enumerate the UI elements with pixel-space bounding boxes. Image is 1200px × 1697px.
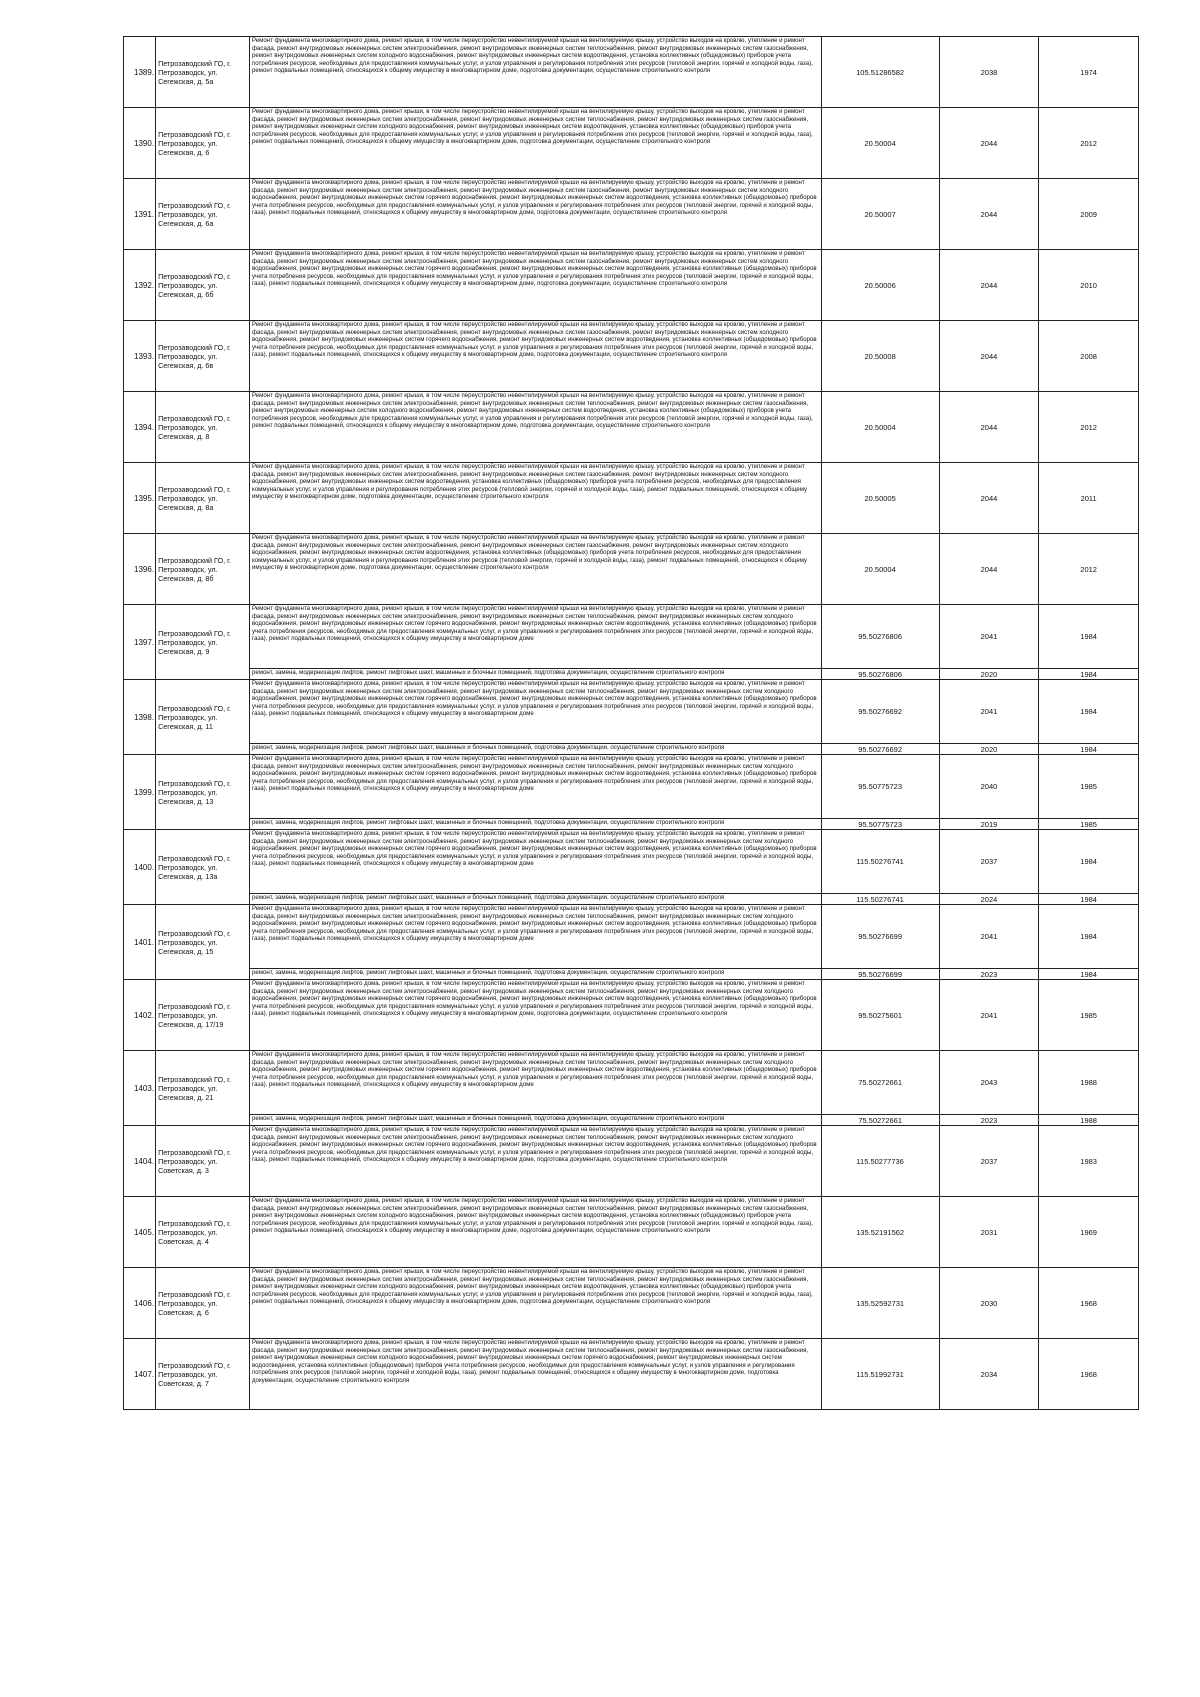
cost-cell: 105.51286582: [821, 37, 939, 108]
table-row: [124, 1126, 1139, 1197]
lift-built-year-cell: 1984: [1039, 744, 1139, 755]
built-year-cell: 2012: [1039, 108, 1139, 179]
row-number: 1400.: [124, 830, 156, 905]
planned-year-cell: 2044: [939, 250, 1039, 321]
cost-cell: 95.50276699: [821, 905, 939, 969]
row-number: 1396.: [124, 534, 156, 605]
works-cell: [250, 463, 822, 534]
cost-cell: 95.50775723: [821, 755, 939, 819]
table-row: [124, 830, 1139, 894]
planned-year-cell: 2041: [939, 605, 1039, 669]
built-year-cell: 1984: [1039, 905, 1139, 969]
lift-works-text: ремонт, замена, модернизация лифтов, ремонт лифтовых шахт, машинных и блочных помещений, подготовка документации, осуществление строительного контроля: [252, 744, 725, 751]
table-row: [124, 680, 1139, 744]
works-text: Ремонт фундамента многоквартирного дома, ремонт крыши, в том числе переустройство невентилируемой крыши на вентилируемую крышу, устройство выходов на кровлю, утепление и ремонт фасада, ремонт внутридомовых инженерных систем электроснабжения, ремонт внутридомовых инженерных систем теплоснабжения, ремонт внутридомовых инженерных систем холодного водоснабжения, ремонт внутридомовых инженерных систем горячего водоснабжения, ремонт внутридомовых инженерных систем водоотведения, установка коллективных (общедомовых) приборов учета потребления ресурсов, необходимых для предоставления коммунальных услуг, и узлов управления и регулирования потребления этих ресурсов (тепловой энергии, горячей и холодной воды, газа), ремонт подвальных помещений, относящихся к общему имуществу в многоквартирном доме: [252, 905, 817, 942]
works-cell: [250, 179, 822, 250]
row-number: 1406.: [124, 1268, 156, 1339]
address-cell: Петрозаводский ГО, г. Петрозаводск, ул. Сегежская, д. 5а: [156, 37, 250, 108]
table-row: [124, 463, 1139, 534]
built-year-cell: 2008: [1039, 321, 1139, 392]
lift-built-year-cell: 1984: [1039, 969, 1139, 980]
lift-built-year-cell: 1985: [1039, 819, 1139, 830]
lift-cost-cell: 95.50775723: [821, 819, 939, 830]
row-number: 1399.: [124, 755, 156, 830]
cost-cell: 20.50007: [821, 179, 939, 250]
table-subrow-lifts: [124, 1115, 1139, 1126]
address-cell: Петрозаводский ГО, г. Петрозаводск, ул. Сегежская, д. 15: [156, 905, 250, 980]
planned-year-cell: 2040: [939, 755, 1039, 819]
works-text: Ремонт фундамента многоквартирного дома, ремонт крыши, в том числе переустройство невентилируемой крыши на вентилируемую крышу, устройство выходов на кровлю, утепление и ремонт фасада, ремонт внутридомовых инженерных систем электроснабжения, ремонт внутридомовых инженерных систем теплоснабжения, ремонт внутридомовых инженерных систем холодного водоснабжения, ремонт внутридомовых инженерных систем горячего водоснабжения, ремонт внутридомовых инженерных систем водоотведения, установка коллективных (общедомовых) приборов учета потребления ресурсов, необходимых для предоставления коммунальных услуг, и узлов управления и регулирования потребления этих ресурсов (тепловой энергии, горячей и холодной воды, газа), ремонт подвальных помещений, относящихся к общему имуществу в многоквартирном доме: [252, 1051, 817, 1088]
address-cell: Петрозаводский ГО, г. Петрозаводск, ул. Советская, д. 4: [156, 1197, 250, 1268]
table-row: [124, 1339, 1139, 1410]
built-year-cell: 1984: [1039, 680, 1139, 744]
works-cell: [250, 905, 822, 969]
lift-planned-year-cell: 2020: [939, 669, 1039, 680]
cost-cell: 20.50005: [821, 463, 939, 534]
works-cell: [250, 980, 822, 1051]
cost-cell: 115.51992731: [821, 1339, 939, 1410]
table-row: [124, 605, 1139, 669]
table-subrow-lifts: [124, 969, 1139, 980]
planned-year-cell: 2037: [939, 1126, 1039, 1197]
built-year-cell: 1974: [1039, 37, 1139, 108]
lift-works-text: ремонт, замена, модернизация лифтов, ремонт лифтовых шахт, машинных и блочных помещений, подготовка документации, осуществление строительного контроля: [252, 969, 725, 976]
lift-works-text: ремонт, замена, модернизация лифтов, ремонт лифтовых шахт, машинных и блочных помещений, подготовка документации, осуществление строительного контроля: [252, 1115, 725, 1122]
built-year-cell: 1969: [1039, 1197, 1139, 1268]
cost-cell: 95.50276692: [821, 680, 939, 744]
works-text: Ремонт фундамента многоквартирного дома, ремонт крыши, в том числе переустройство невентилируемой крыши на вентилируемую крышу, устройство выходов на кровлю, утепление и ремонт фасада, ремонт внутридомовых инженерных систем электроснабжения, ремонт внутридомовых инженерных систем теплоснабжения, ремонт внутридомовых инженерных систем газоснабжения, ремонт внутридомовых инженерных систем холодного водоснабжения, ремонт внутридомовых инженерных систем водоотведения, установка коллективных (общедомовых) приборов учета потребления ресурсов, необходимых для предоставления коммунальных услуг, и узлов управления и регулирования потребления этих ресурсов (тепловой энергии, горячей и холодной воды, газа), ремонт подвальных помещений, относящихся к общему имуществу в многоквартирном доме, подготовка документации, осуществление строительного контроля: [252, 37, 813, 74]
works-cell: [250, 605, 822, 669]
row-number: 1391.: [124, 179, 156, 250]
works-cell: [250, 250, 822, 321]
works-cell: [250, 1197, 822, 1268]
cost-cell: 115.50276741: [821, 830, 939, 894]
row-number: 1392.: [124, 250, 156, 321]
row-number: 1398.: [124, 680, 156, 755]
built-year-cell: 1984: [1039, 830, 1139, 894]
works-cell: [250, 1339, 822, 1410]
table-row: [124, 905, 1139, 969]
row-number: 1407.: [124, 1339, 156, 1410]
works-text: Ремонт фундамента многоквартирного дома, ремонт крыши, в том числе переустройство невентилируемой крыши на вентилируемую крышу, устройство выходов на кровлю, утепление и ремонт фасада, ремонт внутридомовых инженерных систем электроснабжения, ремонт внутридомовых инженерных систем теплоснабжения, ремонт внутридомовых инженерных систем холодного водоснабжения, ремонт внутридомовых инженерных систем горячего водоснабжения, ремонт внутридомовых инженерных систем водоотведения, установка коллективных (общедомовых) приборов учета потребления ресурсов, необходимых для предоставления коммунальных услуг, и узлов управления и регулирования потребления этих ресурсов (тепловой энергии, горячей и холодной воды, газа), ремонт подвальных помещений, относящихся к общему имуществу в многоквартирном доме: [252, 605, 817, 642]
cost-cell: 115.50277736: [821, 1126, 939, 1197]
row-number: 1404.: [124, 1126, 156, 1197]
table-row: [124, 108, 1139, 179]
planned-year-cell: 2041: [939, 905, 1039, 969]
works-text: Ремонт фундамента многоквартирного дома, ремонт крыши, в том числе переустройство невентилируемой крыши на вентилируемую крышу, устройство выходов на кровлю, утепление и ремонт фасада, ремонт внутридомовых инженерных систем электроснабжения, ремонт внутридомовых инженерных систем теплоснабжения, ремонт внутридомовых инженерных систем холодного водоснабжения, ремонт внутридомовых инженерных систем горячего водоснабжения, ремонт внутридомовых инженерных систем водоотведения, установка коллективных (общедомовых) приборов учета потребления ресурсов, необходимых для предоставления коммунальных услуг, и узлов управления и регулирования потребления этих ресурсов (тепловой энергии, горячей и холодной воды, газа), ремонт подвальных помещений, относящихся к общему имуществу в многоквартирном доме: [252, 830, 817, 867]
cost-cell: 75.50272661: [821, 1051, 939, 1115]
row-number: 1403.: [124, 1051, 156, 1126]
works-text: Ремонт фундамента многоквартирного дома, ремонт крыши, в том числе переустройство невентилируемой крыши на вентилируемую крышу, устройство выходов на кровлю, утепление и ремонт фасада, ремонт внутридомовых инженерных систем электроснабжения, ремонт внутридомовых инженерных систем теплоснабжения, ремонт внутридомовых инженерных систем холодного водоснабжения, ремонт внутридомовых инженерных систем горячего водоснабжения, ремонт внутридомовых инженерных систем водоотведения, установка коллективных (общедомовых) приборов учета потребления ресурсов, необходимых для предоставления коммунальных услуг, и узлов управления и регулирования потребления этих ресурсов (тепловой энергии, горячей и холодной воды, газа), ремонт подвальных помещений, относящихся к общему имуществу в многоквартирном доме, подготовка документации, осуществление строительного контроля: [252, 980, 817, 1017]
address-cell: Петрозаводский ГО, г. Петрозаводск, ул. Сегежская, д. 13а: [156, 830, 250, 905]
lift-works-cell: [250, 1115, 822, 1126]
lift-planned-year-cell: 2020: [939, 744, 1039, 755]
table-row: [124, 980, 1139, 1051]
row-number: 1402.: [124, 980, 156, 1051]
address-cell: Петрозаводский ГО, г. Петрозаводск, ул. Сегежская, д. 8а: [156, 463, 250, 534]
lift-works-text: ремонт, замена, модернизация лифтов, ремонт лифтовых шахт, машинных и блочных помещений, подготовка документации, осуществление строительного контроля: [252, 819, 725, 826]
works-cell: [250, 1051, 822, 1115]
works-text: Ремонт фундамента многоквартирного дома, ремонт крыши, в том числе переустройство невентилируемой крыши на вентилируемую крышу, устройство выходов на кровлю, утепление и ремонт фасада, ремонт внутридомовых инженерных систем электроснабжения, ремонт внутридомовых инженерных систем газоснабжения, ремонт внутридомовых инженерных систем холодного водоснабжения, ремонт внутридомовых инженерных систем водоотведения, установка коллективных (общедомовых) приборов учета потребления ресурсов, необходимых для предоставления коммунальных услуг, и узлов управления и регулирования потребления этих ресурсов (тепловой энергии, горячей и холодной воды, газа), ремонт подвальных помещений, относящихся к общему имуществу в многоквартирном доме, подготовка документации, осуществление строительного контроля: [252, 534, 808, 571]
address-cell: Петрозаводский ГО, г. Петрозаводск, ул. Сегежская, д. 6: [156, 108, 250, 179]
repair-program-table: [123, 36, 1139, 1410]
works-cell: [250, 830, 822, 894]
lift-cost-cell: 95.50276699: [821, 969, 939, 980]
address-cell: Петрозаводский ГО, г. Петрозаводск, ул. Советская, д. 3: [156, 1126, 250, 1197]
lift-works-cell: [250, 894, 822, 905]
lift-planned-year-cell: 2019: [939, 819, 1039, 830]
lift-works-text: ремонт, замена, модернизация лифтов, ремонт лифтовых шахт, машинных и блочных помещений, подготовка документации, осуществление строительного контроля: [252, 669, 725, 676]
built-year-cell: 2012: [1039, 534, 1139, 605]
built-year-cell: 2009: [1039, 179, 1139, 250]
cost-cell: 20.50004: [821, 534, 939, 605]
table-subrow-lifts: [124, 894, 1139, 905]
works-text: Ремонт фундамента многоквартирного дома, ремонт крыши, в том числе переустройство невентилируемой крыши на вентилируемую крышу, устройство выходов на кровлю, утепление и ремонт фасада, ремонт внутридомовых инженерных систем электроснабжения, ремонт внутридомовых инженерных систем газоснабжения, ремонт внутридомовых инженерных систем холодного водоснабжения, ремонт внутридомовых инженерных систем горячего водоснабжения, ремонт внутридомовых инженерных систем водоотведения, установка коллективных (общедомовых) приборов учета потребления ресурсов, необходимых для предоставления коммунальных услуг, и узлов управления и регулирования потребления этих ресурсов (тепловой энергии, горячей и холодной воды, газа), ремонт подвальных помещений, относящихся к общему имуществу в многоквартирном доме, подготовка документации, осуществление строительного контроля: [252, 250, 817, 287]
planned-year-cell: 2031: [939, 1197, 1039, 1268]
address-cell: Петрозаводский ГО, г. Петрозаводск, ул. Сегежская, д. 11: [156, 680, 250, 755]
works-cell: [250, 534, 822, 605]
table-row: [124, 1197, 1139, 1268]
address-cell: Петрозаводский ГО, г. Петрозаводск, ул. Сегежская, д. 8б: [156, 534, 250, 605]
address-cell: Петрозаводский ГО, г. Петрозаводск, ул. Сегежская, д. 8: [156, 392, 250, 463]
works-cell: [250, 108, 822, 179]
built-year-cell: 1984: [1039, 605, 1139, 669]
address-cell: Петрозаводский ГО, г. Петрозаводск, ул. Сегежская, д. 9: [156, 605, 250, 680]
lift-planned-year-cell: 2023: [939, 1115, 1039, 1126]
planned-year-cell: 2034: [939, 1339, 1039, 1410]
built-year-cell: 1985: [1039, 980, 1139, 1051]
address-cell: Петрозаводский ГО, г. Петрозаводск, ул. Советская, д. 6: [156, 1268, 250, 1339]
planned-year-cell: 2043: [939, 1051, 1039, 1115]
row-number: 1395.: [124, 463, 156, 534]
table-subrow-lifts: [124, 669, 1139, 680]
cost-cell: 135.52592731: [821, 1268, 939, 1339]
lift-planned-year-cell: 2024: [939, 894, 1039, 905]
cost-cell: 95.50276806: [821, 605, 939, 669]
works-text: Ремонт фундамента многоквартирного дома, ремонт крыши, в том числе переустройство невентилируемой крыши на вентилируемую крышу, устройство выходов на кровлю, утепление и ремонт фасада, ремонт внутридомовых инженерных систем электроснабжения, ремонт внутридомовых инженерных систем теплоснабжения, ремонт внутридомовых инженерных систем газоснабжения, ремонт внутридомовых инженерных систем холодного водоснабжения, ремонт внутридомовых инженерных систем водоотведения, установка коллективных (общедомовых) приборов учета потребления ресурсов, необходимых для предоставления коммунальных услуг, и узлов управления и регулирования потребления этих ресурсов (тепловой энергии, горячей и холодной воды, газа), ремонт подвальных помещений, относящихся к общему имуществу в многоквартирном доме, подготовка документации, осуществление строительного контроля: [252, 108, 813, 145]
planned-year-cell: 2044: [939, 392, 1039, 463]
planned-year-cell: 2044: [939, 179, 1039, 250]
works-cell: [250, 321, 822, 392]
lift-built-year-cell: 1984: [1039, 669, 1139, 680]
cost-cell: 20.50008: [821, 321, 939, 392]
works-text: Ремонт фундамента многоквартирного дома, ремонт крыши, в том числе переустройство невентилируемой крыши на вентилируемую крышу, устройство выходов на кровлю, утепление и ремонт фасада, ремонт внутридомовых инженерных систем электроснабжения, ремонт внутридомовых инженерных систем газоснабжения, ремонт внутридомовых инженерных систем холодного водоснабжения, ремонт внутридомовых инженерных систем горячего водоснабжения, ремонт внутридомовых инженерных систем водоотведения, установка коллективных (общедомовых) приборов учета потребления ресурсов, необходимых для предоставления коммунальных услуг, и узлов управления и регулирования потребления этих ресурсов (тепловой энергии, горячей и холодной воды, газа), ремонт подвальных помещений, относящихся к общему имуществу в многоквартирном доме, подготовка документации, осуществление строительного контроля: [252, 321, 817, 358]
works-text: Ремонт фундамента многоквартирного дома, ремонт крыши, в том числе переустройство невентилируемой крыши на вентилируемую крышу, устройство выходов на кровлю, утепление и ремонт фасада, ремонт внутридомовых инженерных систем электроснабжения, ремонт внутридомовых инженерных систем теплоснабжения, ремонт внутридомовых инженерных систем холодного водоснабжения, ремонт внутридомовых инженерных систем горячего водоснабжения, ремонт внутридомовых инженерных систем водоотведения, установка коллективных (общедомовых) приборов учета потребления ресурсов, необходимых для предоставления коммунальных услуг, и узлов управления и регулирования потребления этих ресурсов (тепловой энергии, горячей и холодной воды, газа), ремонт подвальных помещений, относящихся к общему имуществу в многоквартирном доме: [252, 680, 817, 717]
address-cell: Петрозаводский ГО, г. Петрозаводск, ул. Сегежская, д. 21: [156, 1051, 250, 1126]
table-subrow-lifts: [124, 819, 1139, 830]
works-cell: [250, 1126, 822, 1197]
row-number: 1390.: [124, 108, 156, 179]
table-row: [124, 321, 1139, 392]
built-year-cell: 1985: [1039, 755, 1139, 819]
table-subrow-lifts: [124, 744, 1139, 755]
cost-cell: 95.50275601: [821, 980, 939, 1051]
works-text: Ремонт фундамента многоквартирного дома, ремонт крыши, в том числе переустройство невентилируемой крыши на вентилируемую крышу, устройство выходов на кровлю, утепление и ремонт фасада, ремонт внутридомовых инженерных систем электроснабжения, ремонт внутридомовых инженерных систем теплоснабжения, ремонт внутридомовых инженерных систем газоснабжения, ремонт внутридомовых инженерных систем холодного водоснабжения, ремонт внутридомовых инженерных систем водоотведения, установка коллективных (общедомовых) приборов учета потребления ресурсов, необходимых для предоставления коммунальных услуг, и узлов управления и регулирования потребления этих ресурсов (тепловой энергии, горячей и холодной воды, газа), ремонт подвальных помещений, относящихся к общему имуществу в многоквартирном доме, подготовка документации, осуществление строительного контроля: [252, 1268, 813, 1305]
works-text: Ремонт фундамента многоквартирного дома, ремонт крыши, в том числе переустройство невентилируемой крыши на вентилируемую крышу, устройство выходов на кровлю, утепление и ремонт фасада, ремонт внутридомовых инженерных систем электроснабжения, ремонт внутридомовых инженерных систем теплоснабжения, ремонт внутридомовых инженерных систем холодного водоснабжения, ремонт внутридомовых инженерных систем горячего водоснабжения, ремонт внутридомовых инженерных систем водоотведения, установка коллективных (общедомовых) приборов учета потребления ресурсов, необходимых для предоставления коммунальных услуг, и узлов управления и регулирования потребления этих ресурсов (тепловой энергии, горячей и холодной воды, газа), ремонт подвальных помещений, относящихся к общему имуществу в многоквартирном доме, подготовка документации, осуществление строительного контроля: [252, 1126, 817, 1163]
row-number: 1389.: [124, 37, 156, 108]
row-number: 1394.: [124, 392, 156, 463]
planned-year-cell: 2044: [939, 321, 1039, 392]
works-text: Ремонт фундамента многоквартирного дома, ремонт крыши, в том числе переустройство невентилируемой крыши на вентилируемую крышу, устройство выходов на кровлю, утепление и ремонт фасада, ремонт внутридомовых инженерных систем электроснабжения, ремонт внутридомовых инженерных систем теплоснабжения, ремонт внутридомовых инженерных систем газоснабжения, ремонт внутридомовых инженерных систем холодного водоснабжения, ремонт внутридомовых инженерных систем водоотведения, установка коллективных (общедомовых) приборов учета потребления ресурсов, необходимых для предоставления коммунальных услуг, и узлов управления и регулирования потребления этих ресурсов (тепловой энергии, горячей и холодной воды, газа), ремонт подвальных помещений, относящихся к общему имуществу в многоквартирном доме, подготовка документации, осуществление строительного контроля: [252, 1197, 813, 1234]
lift-built-year-cell: 1988: [1039, 1115, 1139, 1126]
lift-cost-cell: 95.50276806: [821, 669, 939, 680]
works-cell: [250, 755, 822, 819]
works-cell: [250, 392, 822, 463]
table-row: [124, 755, 1139, 819]
cost-cell: 20.50004: [821, 392, 939, 463]
works-text: Ремонт фундамента многоквартирного дома, ремонт крыши, в том числе переустройство невентилируемой крыши на вентилируемую крышу, устройство выходов на кровлю, утепление и ремонт фасада, ремонт внутридомовых инженерных систем электроснабжения, ремонт внутридомовых инженерных систем теплоснабжения, ремонт внутридомовых инженерных систем холодного водоснабжения, ремонт внутридомовых инженерных систем горячего водоснабжения, ремонт внутридомовых инженерных систем водоотведения, установка коллективных (общедомовых) приборов учета потребления ресурсов, необходимых для предоставления коммунальных услуг, и узлов управления и регулирования потребления этих ресурсов (тепловой энергии, горячей и холодной воды, газа), ремонт подвальных помещений, относящихся к общему имуществу в многоквартирном доме: [252, 755, 817, 792]
planned-year-cell: 2044: [939, 534, 1039, 605]
works-text: Ремонт фундамента многоквартирного дома, ремонт крыши, в том числе переустройство невентилируемой крыши на вентилируемую крышу, устройство выходов на кровлю, утепление и ремонт фасада, ремонт внутридомовых инженерных систем электроснабжения, ремонт внутридомовых инженерных систем газоснабжения, ремонт внутридомовых инженерных систем холодного водоснабжения, ремонт внутридомовых инженерных систем водоотведения, установка коллективных (общедомовых) приборов учета потребления ресурсов, необходимых для предоставления коммунальных услуг, и узлов управления и регулирования потребления этих ресурсов (тепловой энергии, горячей и холодной воды, газа), ремонт подвальных помещений, относящихся к общему имуществу в многоквартирном доме, подготовка документации, осуществление строительного контроля: [252, 463, 808, 500]
works-text: Ремонт фундамента многоквартирного дома, ремонт крыши, в том числе переустройство невентилируемой крыши на вентилируемую крышу, устройство выходов на кровлю, утепление и ремонт фасада, ремонт внутридомовых инженерных систем электроснабжения, ремонт внутридомовых инженерных систем теплоснабжения, ремонт внутридомовых инженерных систем газоснабжения, ремонт внутридомовых инженерных систем холодного водоснабжения, ремонт внутридомовых инженерных систем водоотведения, установка коллективных (общедомовых) приборов учета потребления ресурсов, необходимых для предоставления коммунальных услуг, и узлов управления и регулирования потребления этих ресурсов (тепловой энергии, горячей и холодной воды, газа), ремонт подвальных помещений, относящихся к общему имуществу в многоквартирном доме, подготовка документации, осуществление строительного контроля: [252, 392, 813, 429]
table-row: [124, 250, 1139, 321]
table-row: [124, 392, 1139, 463]
lift-works-cell: [250, 819, 822, 830]
address-cell: Петрозаводский ГО, г. Петрозаводск, ул. Сегежская, д. 6б: [156, 250, 250, 321]
address-cell: Петрозаводский ГО, г. Петрозаводск, ул. Сегежская, д. 17/19: [156, 980, 250, 1051]
built-year-cell: 1968: [1039, 1268, 1139, 1339]
planned-year-cell: 2041: [939, 980, 1039, 1051]
lift-works-text: ремонт, замена, модернизация лифтов, ремонт лифтовых шахт, машинных и блочных помещений, подготовка документации, осуществление строительного контроля: [252, 894, 725, 901]
works-cell: [250, 680, 822, 744]
address-cell: Петрозаводский ГО, г. Петрозаводск, ул. Сегежская, д. 13: [156, 755, 250, 830]
table-body: [124, 37, 1139, 1410]
built-year-cell: 2011: [1039, 463, 1139, 534]
row-number: 1405.: [124, 1197, 156, 1268]
row-number: 1401.: [124, 905, 156, 980]
row-number: 1397.: [124, 605, 156, 680]
lift-cost-cell: 115.50276741: [821, 894, 939, 905]
lift-planned-year-cell: 2023: [939, 969, 1039, 980]
repair-program-table-page: [123, 36, 1139, 1410]
cost-cell: 135.52191562: [821, 1197, 939, 1268]
table-row: [124, 1051, 1139, 1115]
planned-year-cell: 2044: [939, 463, 1039, 534]
address-cell: Петрозаводский ГО, г. Петрозаводск, ул. Сегежская, д. 6а: [156, 179, 250, 250]
works-text: Ремонт фундамента многоквартирного дома, ремонт крыши, в том числе переустройство невентилируемой крыши на вентилируемую крышу, устройство выходов на кровлю, утепление и ремонт фасада, ремонт внутридомовых инженерных систем электроснабжения, ремонт внутридомовых инженерных систем газоснабжения, ремонт внутридомовых инженерных систем холодного водоснабжения, ремонт внутридомовых инженерных систем горячего водоснабжения, ремонт внутридомовых инженерных систем водоотведения, установка коллективных (общедомовых) приборов учета потребления ресурсов, необходимых для предоставления коммунальных услуг, и узлов управления и регулирования потребления этих ресурсов (тепловой энергии, горячей и холодной воды, газа), ремонт подвальных помещений, относящихся к общему имуществу в многоквартирном доме, подготовка документации, осуществление строительного контроля: [252, 179, 817, 216]
lift-cost-cell: 75.50272661: [821, 1115, 939, 1126]
works-cell: [250, 1268, 822, 1339]
table-row: [124, 1268, 1139, 1339]
table-row: [124, 534, 1139, 605]
planned-year-cell: 2038: [939, 37, 1039, 108]
cost-cell: 20.50006: [821, 250, 939, 321]
lift-works-cell: [250, 744, 822, 755]
address-cell: Петрозаводский ГО, г. Петрозаводск, ул. Советская, д. 7: [156, 1339, 250, 1410]
built-year-cell: 2010: [1039, 250, 1139, 321]
planned-year-cell: 2037: [939, 830, 1039, 894]
lift-works-cell: [250, 969, 822, 980]
planned-year-cell: 2044: [939, 108, 1039, 179]
row-number: 1393.: [124, 321, 156, 392]
cost-cell: 20.50004: [821, 108, 939, 179]
planned-year-cell: 2041: [939, 680, 1039, 744]
table-row: [124, 179, 1139, 250]
built-year-cell: 2012: [1039, 392, 1139, 463]
table-row: [124, 37, 1139, 108]
built-year-cell: 1968: [1039, 1339, 1139, 1410]
lift-works-cell: [250, 669, 822, 680]
lift-built-year-cell: 1984: [1039, 894, 1139, 905]
lift-cost-cell: 95.50276692: [821, 744, 939, 755]
works-cell: [250, 37, 822, 108]
built-year-cell: 1988: [1039, 1051, 1139, 1115]
built-year-cell: 1983: [1039, 1126, 1139, 1197]
works-text: Ремонт фундамента многоквартирного дома, ремонт крыши, в том числе переустройство невентилируемой крыши на вентилируемую крышу, устройство выходов на кровлю, утепление и ремонт фасада, ремонт внутридомовых инженерных систем электроснабжения, ремонт внутридомовых инженерных систем теплоснабжения, ремонт внутридомовых инженерных систем газоснабжения, ремонт внутридомовых инженерных систем холодного водоснабжения, ремонт внутридомовых инженерных систем горячего водоснабжения, ремонт внутридомовых инженерных систем водоотведения, установка коллективных (общедомовых) приборов учета потребления ресурсов, необходимых для предоставления коммунальных услуг, и узлов управления и регулирования потребления этих ресурсов (тепловой энергии, горячей и холодной воды, газа), ремонт подвальных помещений, относящихся к общему имуществу в многоквартирном доме, подготовка документации, осуществление строительного контроля: [252, 1339, 809, 1384]
address-cell: Петрозаводский ГО, г. Петрозаводск, ул. Сегежская, д. 6в: [156, 321, 250, 392]
planned-year-cell: 2030: [939, 1268, 1039, 1339]
